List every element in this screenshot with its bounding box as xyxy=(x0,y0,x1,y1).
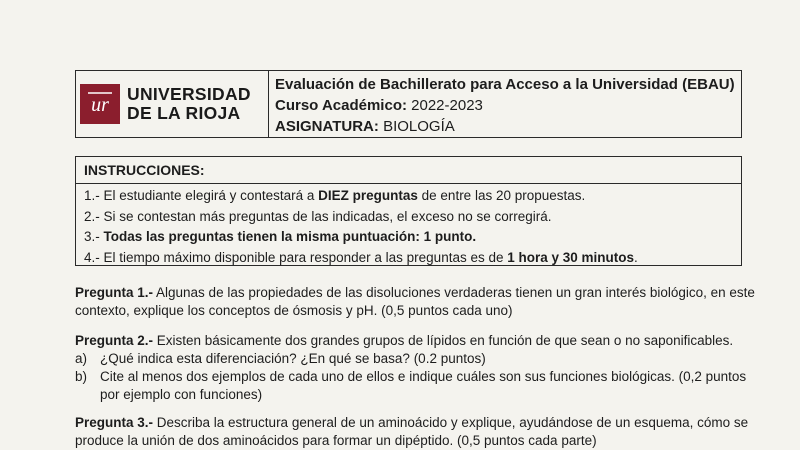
instruction-item xyxy=(76,227,741,248)
exam-header xyxy=(75,70,742,138)
svg-text:ur: ur xyxy=(91,94,109,116)
question-1 xyxy=(75,284,755,320)
exam-title-block xyxy=(269,71,735,137)
subitem-text: ¿Qué indica esta diferenciación? ¿En qué se basa? (0.2 puntos) xyxy=(100,351,486,366)
question-text: Existen básicamente dos grandes grupos de lípidos en función de que sean o no saponificables. xyxy=(153,333,734,348)
instruction-bold: DIEZ preguntas xyxy=(318,188,418,203)
instruction-item xyxy=(76,248,741,269)
instruction-text: de entre las 20 propuestas. xyxy=(417,188,586,203)
instruction-text: 1.- El estudiante elegirá y contestará a xyxy=(84,188,319,203)
instruction-bold: Todas las preguntas tienen la misma puntuación: 1 punto. xyxy=(103,229,477,244)
instruction-text: . xyxy=(634,249,638,265)
subject-line xyxy=(275,116,735,137)
university-name xyxy=(127,85,251,123)
question-text: Algunas de las propiedades de las disoluciones verdaderas tienen un gran interés biológico, en este contexto, explique los conceptos de ósmosis y pH. (0,5 puntos cada uno) xyxy=(75,285,755,318)
exam-title: Evaluación de Bachillerato para Acceso a la Universidad (EBAU) xyxy=(275,76,735,93)
question-2 xyxy=(75,332,755,404)
university-name-line-1: UNIVERSIDAD xyxy=(127,84,251,104)
subject-label: ASIGNATURA: xyxy=(275,118,379,135)
instructions-box xyxy=(75,156,742,266)
instruction-item xyxy=(76,186,741,207)
university-name-line-2: DE LA RIOJA xyxy=(127,103,241,123)
question-label: Pregunta 2.- xyxy=(75,333,154,348)
instruction-text: 3.- xyxy=(84,229,104,244)
question-text: Describa la estructura general de un aminoácido y explique, ayudándose de un esquema, cómo se produce la unión de dos aminoácidos para formar un dipéptido. (0,5 puntos cada parte) xyxy=(75,415,749,448)
course-line xyxy=(275,95,735,116)
course-value: 2022-2023 xyxy=(411,97,483,114)
university-logo xyxy=(76,71,269,137)
question-label: Pregunta 1.- xyxy=(75,285,154,300)
question-3 xyxy=(75,414,755,450)
instruction-item xyxy=(76,207,741,228)
instruction-bold: 1 hora y 30 minutos xyxy=(507,249,635,265)
subitem-letter: b) xyxy=(75,369,88,384)
university-logo-icon xyxy=(80,84,120,124)
instructions-list xyxy=(76,184,741,268)
instructions-title: INSTRUCCIONES: xyxy=(76,157,741,184)
subject-value: BIOLOGÍA xyxy=(383,118,455,135)
question-subitem xyxy=(75,350,755,368)
subitem-letter: a) xyxy=(75,351,88,366)
course-label: Curso Académico: xyxy=(275,97,407,114)
question-stem xyxy=(75,332,755,350)
question-subitem xyxy=(75,368,755,404)
instruction-text: 4.- El tiempo máximo disponible para responder a las preguntas es de xyxy=(84,249,508,265)
instruction-text: 2.- Si se contestan más preguntas de las indicadas, el exceso no se corregirá. xyxy=(84,208,552,224)
subitem-text: Cite al menos dos ejemplos de cada uno de ellos e indique cuáles son sus funciones biológicas. (0,2 puntos por ejemplo con funciones) xyxy=(100,369,747,402)
question-label: Pregunta 3.- xyxy=(75,415,154,430)
